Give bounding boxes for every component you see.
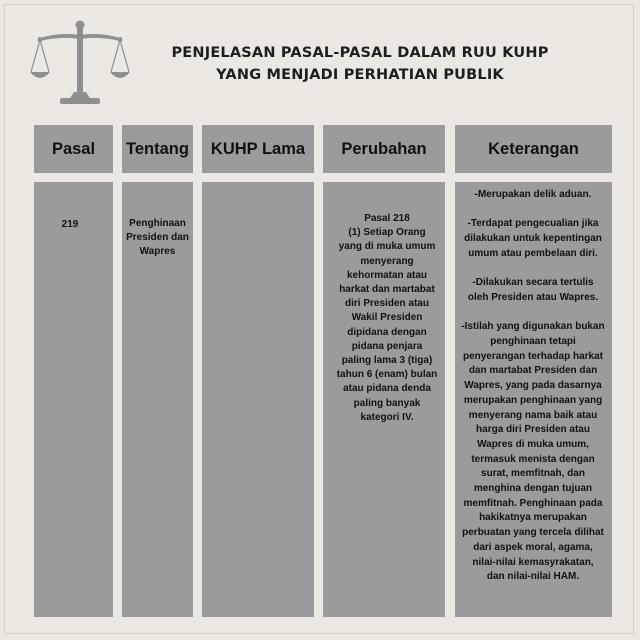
- cell-perubahan-line: Wakil Presiden: [351, 312, 423, 324]
- keterangan-line: -Istilah yang digunakan bukan: [461, 321, 605, 333]
- cell-perubahan-line: diri Presiden atau: [345, 298, 429, 310]
- keterangan-line: surat, memfitnah, dan: [481, 468, 585, 480]
- cell-perubahan: [323, 212, 451, 425]
- keterangan-line: penyerangan terhadap harkat: [462, 350, 604, 362]
- keterangan-line: -Terdapat pengecualian jika: [467, 218, 599, 230]
- cell-perubahan-line: kategori IV.: [360, 411, 414, 423]
- column-tentang: [122, 125, 193, 617]
- keterangan-line: oleh Presiden atau Wapres.: [467, 291, 599, 303]
- column-kuhp-lama: [202, 125, 314, 617]
- keterangan-line: menyerang nama baik atau: [468, 409, 598, 421]
- keterangan-point: [455, 188, 611, 203]
- header-pasal: Pasal: [51, 139, 96, 158]
- header-tentang: Tentang: [126, 139, 189, 158]
- cell-perubahan-line: tahun 6 (enam) bulan: [336, 369, 438, 381]
- cell-tentang-line: Penghinaan: [129, 218, 186, 229]
- cell-perubahan-line: pidana penjara: [351, 340, 423, 352]
- cell-tentang-line: Presiden dan: [126, 232, 189, 244]
- keterangan-line: merupakan penghinaan yang: [463, 394, 603, 406]
- header-kuhp-lama: KUHP Lama: [210, 139, 306, 158]
- title-line-2: YANG MENJADI PERHATIAN PUBLIK: [216, 67, 504, 83]
- title-line-1: PENJELASAN PASAL-PASAL DALAM RUU KUHP: [171, 45, 549, 61]
- keterangan-line: memfitnah. Penghinaan pada: [463, 497, 603, 509]
- page-title: [140, 42, 580, 86]
- keterangan-line: termasuk menista dengan: [471, 453, 595, 465]
- cell-perubahan-line: (1) Setiap Orang: [348, 227, 426, 239]
- keterangan-line: dari aspek moral, agama,: [473, 541, 593, 553]
- keterangan-line: penghinaan tetapi: [490, 335, 576, 347]
- cell-perubahan-line: yang di muka umum: [338, 241, 436, 253]
- keterangan-line: umum atau pembelaan diri.: [468, 247, 598, 259]
- cell-perubahan-line: harkat dan martabat: [339, 284, 435, 296]
- cell-perubahan-line: kehormatan atau: [346, 269, 428, 281]
- cell-tentang: [122, 217, 193, 260]
- header-perubahan: Perubahan: [341, 139, 427, 158]
- keterangan-line: -Dilakukan secara tertulis: [472, 277, 594, 289]
- header-separator: [34, 173, 612, 182]
- keterangan-line: nilai-nilai kemasyrakatan,: [472, 556, 594, 568]
- header-keterangan: Keterangan: [488, 139, 579, 158]
- cell-tentang-line: Wapres: [139, 246, 176, 258]
- cell-perubahan-line: dipidana dengan: [347, 326, 427, 338]
- cell-perubahan-line: paling lama 3 (tiga): [341, 355, 433, 367]
- keterangan-line: dilakukan untuk kepentingan: [464, 233, 602, 245]
- keterangan-line: Wapres di muka umum,: [477, 438, 589, 450]
- keterangan-line: perbuatan yang tercela dilihat: [462, 527, 604, 539]
- keterangan-point: [455, 276, 611, 305]
- keterangan-line: dan nilai-nilai HAM.: [486, 571, 580, 583]
- cell-perubahan-line: atau pidana denda: [343, 383, 431, 395]
- keterangan-point: [455, 217, 611, 261]
- cell-keterangan: [455, 188, 611, 585]
- cell-perubahan-line: Pasal 218: [364, 213, 410, 224]
- cell-perubahan-line: menyerang: [360, 255, 414, 267]
- cell-pasal: 219: [61, 219, 79, 230]
- column-pasal: [34, 125, 113, 617]
- keterangan-point: [455, 320, 611, 585]
- keterangan-line: hakikatnya merupakan: [479, 512, 587, 524]
- cell-perubahan-line: paling banyak: [353, 397, 421, 409]
- keterangan-line: Wapres, yang pada dasarnya: [464, 380, 602, 392]
- keterangan-line: harga diri Presiden atau: [476, 424, 590, 436]
- keterangan-line: dan martabat Presiden dan: [468, 365, 598, 377]
- scales-of-justice-icon: [30, 18, 130, 110]
- keterangan-line: -Merupakan delik aduan.: [474, 189, 592, 200]
- keterangan-line: menghina dengan tujuan: [473, 483, 593, 495]
